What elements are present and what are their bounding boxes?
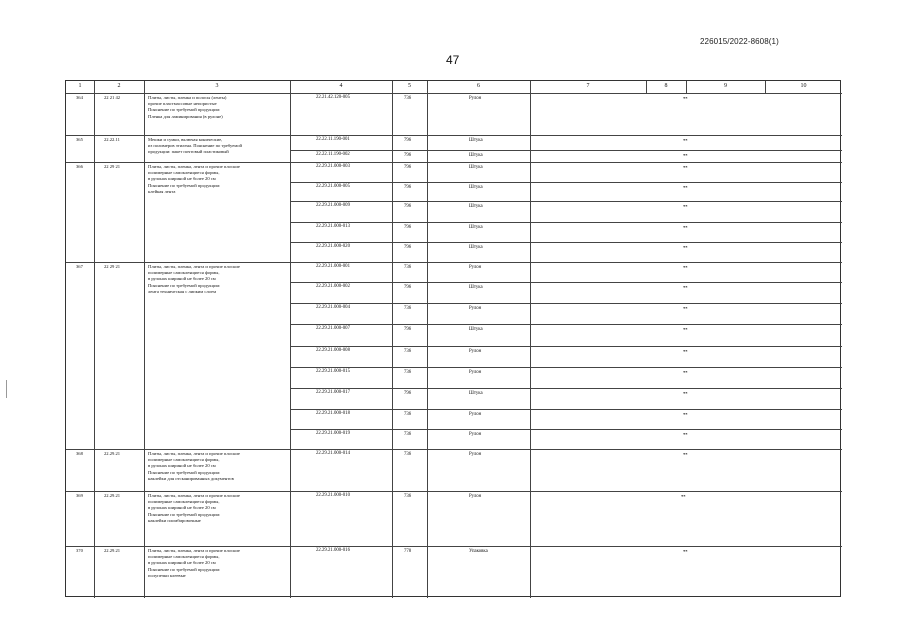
characteristics-mark: ** — [683, 452, 688, 457]
header-divider — [66, 93, 842, 94]
characteristics-mark: ** — [683, 153, 688, 158]
characteristics-mark: ** — [683, 225, 688, 230]
unit-name: Штука — [469, 225, 483, 230]
product-description: Плиты, листы, пленка, лента и прочие плоские полимерные самоклеящиеся формы, в рулонах шириной не более 20 см Пояснение по требуемой продукции: полупечки клеевые — [148, 548, 240, 578]
okpd-code: 22 29 21 — [104, 164, 121, 169]
unit-name: Штука — [469, 138, 483, 143]
unit-name: Рулон — [469, 494, 482, 499]
column-header: 3 — [215, 83, 219, 89]
ktru-code: 22.29.21.000-019 — [316, 431, 350, 436]
column-header: 9 — [724, 83, 727, 89]
ktru-code: 22.29.21.000-015 — [316, 369, 350, 374]
unit-name: Рулон — [469, 412, 482, 417]
column-header: 6 — [477, 83, 480, 89]
okei-code: 736 — [404, 494, 412, 499]
subrow-divider — [290, 388, 842, 389]
unit-name: Штука — [469, 204, 483, 209]
column-header: 4 — [339, 83, 343, 89]
unit-name: Упаковка — [469, 549, 488, 554]
unit-name: Штука — [469, 327, 483, 332]
ktru-code: 22.29.21.000-002 — [316, 284, 350, 289]
unit-name: Штука — [469, 165, 483, 170]
ktru-code: 22.29.21.000-008 — [316, 348, 350, 353]
characteristics-mark: ** — [683, 370, 688, 375]
okei-code: 736 — [404, 265, 412, 270]
unit-name: Штука — [469, 285, 483, 290]
row-number: 366 — [76, 164, 83, 169]
subrow-divider — [290, 282, 842, 283]
product-description: Плиты, листы, пленка, лента и прочие плоские полимерные самоклеящиеся формы, в рулонах шириной не более 20 см Пояснение по требуемой продукции: лента техническая с липким слоем — [148, 264, 240, 294]
characteristics-mark: ** — [683, 412, 688, 417]
column-header: 5 — [408, 83, 411, 89]
subrow-divider — [290, 367, 842, 368]
okpd-code: 22.29.21 — [104, 493, 121, 498]
row-number: 369 — [76, 493, 83, 498]
subrow-divider — [290, 201, 842, 202]
product-description: Мешки и сумки, включая конические, из полимеров этилена. Пояснение по требуемой продукции: пакет почтовый пластиковый — [148, 137, 242, 155]
characteristics-mark: ** — [683, 327, 688, 332]
ktru-code: 22.29.21.000-003 — [316, 164, 350, 169]
characteristics-mark: ** — [683, 165, 688, 170]
document-number: 226015/2022-8608(1) — [700, 37, 779, 46]
product-description: Плиты, листы, пленка, лента и прочие плоские полимерные самоклеящиеся формы, в рулонах шириной не более 20 см Пояснение по требуемой продукции: наклейки пломбировочные — [148, 493, 240, 523]
subrow-divider — [290, 222, 842, 223]
okei-code: 796 — [404, 225, 412, 230]
okei-code: 736 — [404, 412, 412, 417]
column-header: 1 — [78, 83, 82, 89]
unit-name: Рулон — [469, 349, 482, 354]
column-header: 8 — [664, 83, 668, 89]
ktru-code: 22.29.21.000-018 — [316, 411, 350, 416]
okei-code: 736 — [404, 349, 412, 354]
okei-code: 736 — [404, 370, 412, 375]
subrow-divider — [290, 346, 842, 347]
column-divider — [646, 81, 647, 93]
characteristics-mark: ** — [683, 138, 688, 143]
unit-name: Рулон — [469, 96, 482, 101]
okpd-code: 22.22.11 — [104, 137, 120, 142]
column-divider — [94, 81, 95, 598]
unit-name: Штука — [469, 185, 483, 190]
okei-code: 778 — [404, 549, 412, 554]
subrow-divider — [290, 182, 842, 183]
unit-name: Рулон — [469, 452, 482, 457]
unit-name: Штука — [469, 391, 483, 396]
okpd-code: 22.29.21 — [104, 548, 121, 553]
column-divider — [427, 81, 428, 598]
unit-name: Рулон — [469, 370, 482, 375]
characteristics-mark: ** — [681, 494, 686, 499]
product-description: Плиты, листы, пленка, лента и прочие плоские полимерные самоклеящиеся формы, в рулонах шириной не более 20 см Пояснение по требуемой продукции: наклейки для отсканированных документов — [148, 451, 240, 481]
characteristics-mark: ** — [683, 549, 688, 554]
ktru-code: 22.29.21.000-001 — [316, 264, 350, 269]
row-number: 370 — [76, 548, 83, 553]
row-number: 365 — [76, 137, 83, 142]
okei-code: 796 — [404, 185, 412, 190]
okei-code: 796 — [404, 153, 412, 158]
characteristics-mark: ** — [683, 245, 688, 250]
column-divider — [765, 81, 766, 93]
row-divider — [66, 546, 842, 547]
okei-code: 736 — [404, 452, 412, 457]
column-header: 2 — [117, 83, 121, 89]
column-divider — [290, 81, 291, 598]
okei-code: 796 — [404, 138, 412, 143]
ktru-code: 22.22.11.190-002 — [316, 152, 350, 157]
ktru-code: 22.29.21.000-005 — [316, 184, 350, 189]
okpd-code: 22 21 42 — [104, 95, 121, 100]
unit-name: Штука — [469, 153, 483, 158]
okei-code: 796 — [404, 204, 412, 209]
subrow-divider — [290, 303, 842, 304]
ktru-code: 22.29.21.000-007 — [316, 326, 350, 331]
okei-code: 736 — [404, 306, 412, 311]
row-divider — [66, 135, 842, 136]
row-divider — [66, 491, 842, 492]
product-description: Плиты, листы, пленка, лента и прочие плоские полимерные самоклеящиеся формы, в рулонах шириной не более 20 см Пояснение по требуемой продукции: клейкая лента — [148, 164, 240, 194]
row-divider — [66, 262, 842, 263]
characteristics-mark: ** — [683, 306, 688, 311]
okei-code: 796 — [404, 327, 412, 332]
row-number: 367 — [76, 264, 83, 269]
ktru-code: 22.29.21.000-014 — [316, 451, 350, 456]
ktru-code: 22.29.21.000-009 — [316, 203, 350, 208]
ktru-code: 22.29.21.000-010 — [316, 493, 350, 498]
procurement-table — [65, 80, 841, 597]
ktru-code: 22.29.21.000-016 — [316, 548, 350, 553]
column-header: 7 — [586, 83, 590, 89]
column-divider — [686, 81, 687, 93]
subrow-divider — [290, 150, 842, 151]
column-divider — [530, 81, 531, 598]
ktru-code: 22.29.21.000-013 — [316, 224, 350, 229]
okpd-code: 22 29 21 — [104, 264, 121, 269]
ktru-code: 22.29.21.000-017 — [316, 390, 350, 395]
subrow-divider — [290, 409, 842, 410]
characteristics-mark: ** — [683, 349, 688, 354]
characteristics-mark: ** — [683, 185, 688, 190]
column-header: 10 — [800, 83, 807, 89]
column-divider — [392, 81, 393, 598]
characteristics-mark: ** — [683, 204, 688, 209]
characteristics-mark: ** — [683, 391, 688, 396]
unit-name: Штука — [469, 245, 483, 250]
subrow-divider — [290, 242, 842, 243]
characteristics-mark: ** — [683, 432, 688, 437]
okei-code: 736 — [404, 96, 412, 101]
subrow-divider — [290, 429, 842, 430]
unit-name: Рулон — [469, 432, 482, 437]
characteristics-mark: ** — [683, 96, 688, 101]
okpd-code: 22.29.21 — [104, 451, 121, 456]
row-number: 364 — [76, 95, 83, 100]
unit-name: Рулон — [469, 306, 482, 311]
ktru-code: 22.29.21.000-020 — [316, 244, 350, 249]
characteristics-mark: ** — [683, 285, 688, 290]
ktru-code: 22.22.11.190-001 — [316, 137, 350, 142]
row-divider — [66, 162, 842, 163]
okei-code: 796 — [404, 285, 412, 290]
subrow-divider — [290, 324, 842, 325]
ktru-code: 22.29.21.000-004 — [316, 305, 350, 310]
row-divider — [66, 449, 842, 450]
scan-margin-mark — [6, 380, 7, 398]
ktru-code: 22.21.42.120-005 — [316, 95, 350, 100]
characteristics-mark: ** — [683, 265, 688, 270]
okei-code: 796 — [404, 245, 412, 250]
unit-name: Рулон — [469, 265, 482, 270]
page-number: 47 — [446, 53, 460, 67]
row-number: 368 — [76, 451, 83, 456]
column-divider — [144, 81, 145, 598]
product-description: Плиты, листы, пленка и полосы (ленты) прочие пластмассовые непористые Пояснение по требуемой продукции: Пленка для ламинирования (в рулоне) — [148, 95, 227, 119]
okei-code: 736 — [404, 432, 412, 437]
okei-code: 796 — [404, 391, 412, 396]
okei-code: 796 — [404, 165, 412, 170]
